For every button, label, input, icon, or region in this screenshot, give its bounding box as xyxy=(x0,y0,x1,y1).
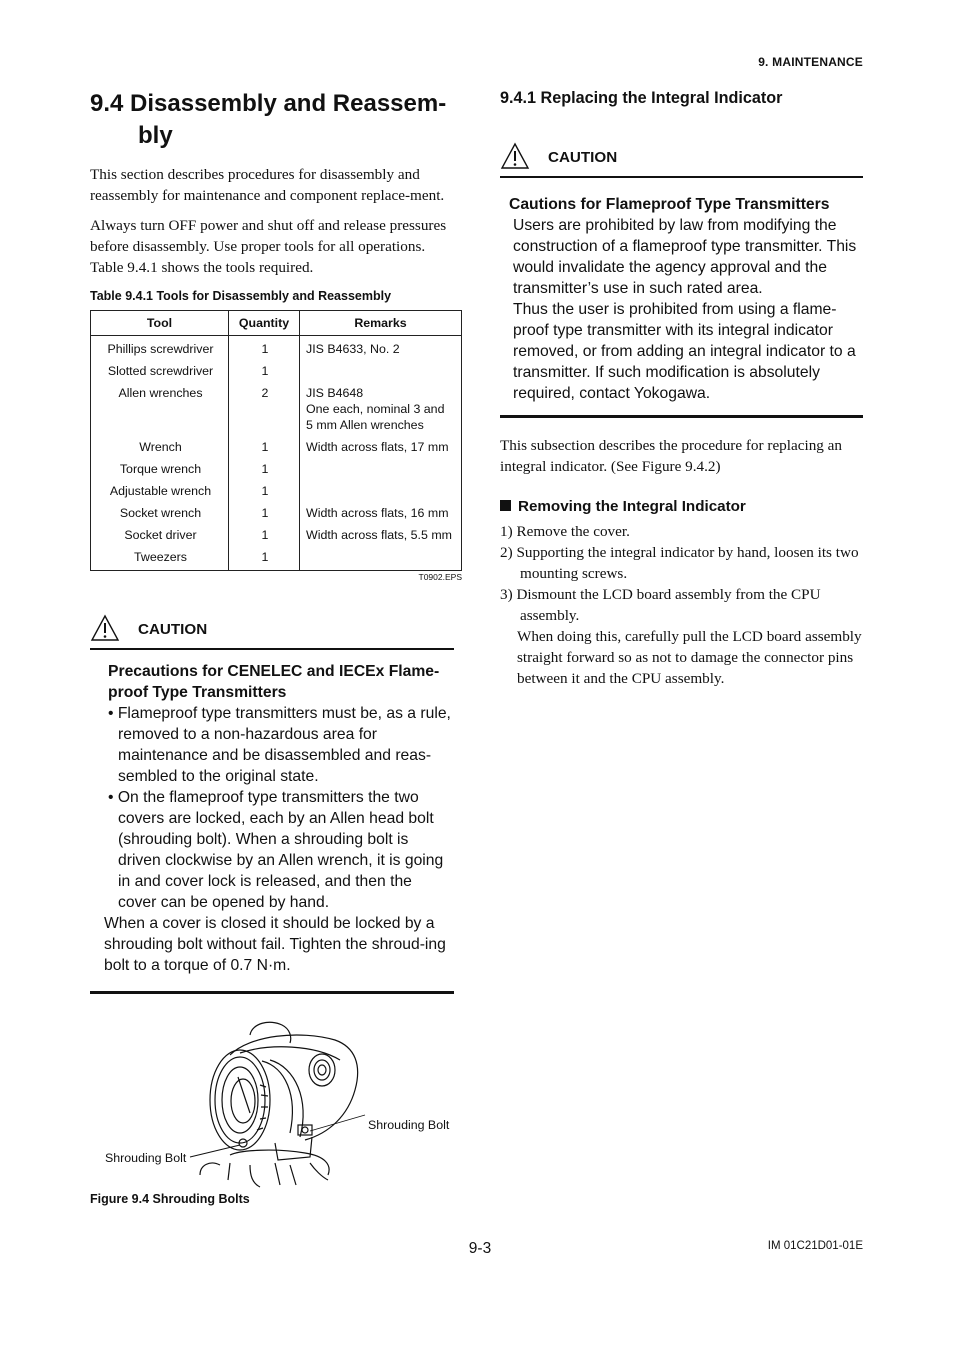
quantity-cell: 1 xyxy=(229,546,300,571)
tool-cell: Allen wrenches xyxy=(91,382,229,436)
column-header-quantity: Quantity xyxy=(229,311,300,336)
tools-table xyxy=(90,310,462,571)
quantity-cell: 1 xyxy=(229,458,300,480)
column-header-tool: Tool xyxy=(91,311,229,336)
remarks-cell: JIS B4633, No. 2 xyxy=(300,336,462,361)
caution-header xyxy=(500,140,863,178)
remarks-cell xyxy=(300,546,462,571)
remarks-line: One each, nominal 3 and xyxy=(306,402,445,416)
quantity-cell: 1 xyxy=(229,436,300,458)
running-head: 9. MAINTENANCE xyxy=(758,55,863,69)
left-column xyxy=(90,88,462,582)
tool-cell: Socket wrench xyxy=(91,502,229,524)
tool-cell: Adjustable wrench xyxy=(91,480,229,502)
tool-cell: Tweezers xyxy=(91,546,229,571)
procedure-heading xyxy=(500,497,863,517)
procedure-step: 1) Remove the cover. xyxy=(500,523,630,540)
caution-label: CAUTION xyxy=(138,621,208,638)
column-header-remarks: Remarks xyxy=(300,311,462,336)
caution-title: Cautions for Flameproof Type Transmitters xyxy=(509,196,830,213)
remarks-cell: Width across flats, 16 mm xyxy=(300,502,462,524)
remarks-line: JIS B4648 xyxy=(306,386,364,400)
caution-box-flameproof xyxy=(500,140,863,418)
remarks-cell: Width across flats, 17 mm xyxy=(300,436,462,458)
caution-title: Precautions for CENELEC and IECEx Flame-proof Type Transmitters xyxy=(108,663,440,701)
caution-label: CAUTION xyxy=(548,149,618,166)
table-row xyxy=(91,524,462,546)
shrouding-bolt-label-left: Shrouding Bolt xyxy=(105,1151,187,1165)
right-column xyxy=(500,88,863,108)
quantity-cell: 1 xyxy=(229,502,300,524)
quantity-cell: 1 xyxy=(229,524,300,546)
procedure-step-note: When doing this, carefully pull the LCD board assembly straight forward so as not to damage the connector pins between it and the CPU assembly. xyxy=(517,628,862,687)
table-row xyxy=(91,546,462,571)
remarks-cell xyxy=(300,480,462,502)
figure-shrouding-bolts xyxy=(100,1015,460,1190)
table-row xyxy=(91,502,462,524)
warning-triangle-icon xyxy=(500,142,530,170)
table-row xyxy=(91,480,462,502)
procedure-step: 3) Dismount the LCD board assembly from the CPU assembly. xyxy=(500,586,821,624)
quantity-cell: 2 xyxy=(229,382,300,436)
quantity-cell: 1 xyxy=(229,336,300,361)
caution-body xyxy=(90,650,454,994)
caution-box-cenelec xyxy=(90,612,454,994)
page-number: 9-3 xyxy=(468,1240,492,1257)
procedure-step: 2) Supporting the integral indicator by hand, loosen its two mounting screws. xyxy=(500,544,859,582)
table-row xyxy=(91,458,462,480)
shrouding-bolt-label-right: Shrouding Bolt xyxy=(368,1118,450,1132)
tool-cell: Slotted screwdriver xyxy=(91,360,229,382)
tool-cell: Socket driver xyxy=(91,524,229,546)
caution-header xyxy=(90,612,454,650)
figure-caption: Figure 9.4 Shrouding Bolts xyxy=(90,1192,250,1206)
procedure-heading-text: Removing the Integral Indicator xyxy=(518,498,746,515)
table-row xyxy=(91,436,462,458)
tool-cell: Torque wrench xyxy=(91,458,229,480)
caution-bullet: • On the flameproof type transmitters the two covers are locked, each by an Allen head bolt (shrouding bolt). When a shrouding bolt is driven clockwise by an Allen wrench, it is going in and cover lock is released, and then the cover can be opened by hand. xyxy=(108,789,444,911)
table-header-row xyxy=(91,311,462,336)
table-caption: Table 9.4.1 Tools for Disassembly and Reassembly xyxy=(90,289,392,303)
replacement-procedure xyxy=(500,435,863,689)
remarks-cell xyxy=(300,458,462,480)
table-row xyxy=(91,336,462,361)
table-filename: T0902.EPS xyxy=(418,572,462,582)
procedure-steps xyxy=(500,521,863,689)
intro-paragraph: This section describes procedures for disassembly and reassembly for maintenance and component replace-ment. xyxy=(90,166,445,204)
caution-paragraph: Users are prohibited by law from modifying the construction of a flameproof type transmitter. This would invalidate the agency approval and the transmitter’s use in such rated area. xyxy=(513,217,857,297)
document-id: IM 01C21D01-01E xyxy=(767,1240,863,1252)
warning-triangle-icon xyxy=(90,614,120,642)
subsection-intro: This subsection describes the procedure for replacing an integral indicator. (See Figure 9.4.2) xyxy=(500,437,843,475)
remarks-cell xyxy=(300,360,462,382)
caution-paragraph: Thus the user is prohibited from using a flame-proof type transmitter with its integral indicator removed, or from adding an integral indicator to a transmitter. If such modification is absolutely required, contact Yokogawa. xyxy=(513,301,856,402)
remarks-cell xyxy=(300,382,462,436)
table-row xyxy=(91,382,462,436)
tools-paragraph: Always turn OFF power and shut off and release pressures before disassembly. Use proper tools for all operations. Table 9.4.1 shows the tools required. xyxy=(90,217,447,276)
caution-body xyxy=(500,178,863,418)
quantity-cell: 1 xyxy=(229,480,300,502)
tool-cell: Phillips screwdriver xyxy=(91,336,229,361)
caution-bullet: • Flameproof type transmitters must be, as a rule, removed to a non-hazardous area for maintenance and be disassembled and reas-sembled to the original state. xyxy=(108,705,451,785)
square-bullet-icon xyxy=(500,500,511,511)
quantity-cell: 1 xyxy=(229,360,300,382)
remarks-cell: Width across flats, 5.5 mm xyxy=(300,524,462,546)
section-title: 9.4 Disassembly and Reassem-bly xyxy=(90,90,447,149)
remarks-line: 5 mm Allen wrenches xyxy=(306,418,424,432)
subsection-title: 9.4.1 Replacing the Integral Indicator xyxy=(500,89,783,107)
table-row xyxy=(91,360,462,382)
caution-note: When a cover is closed it should be locked by a shrouding bolt without fail. Tighten the shroud-ing bolt to a torque of 0.7 N·m. xyxy=(104,915,446,974)
tool-cell: Wrench xyxy=(91,436,229,458)
